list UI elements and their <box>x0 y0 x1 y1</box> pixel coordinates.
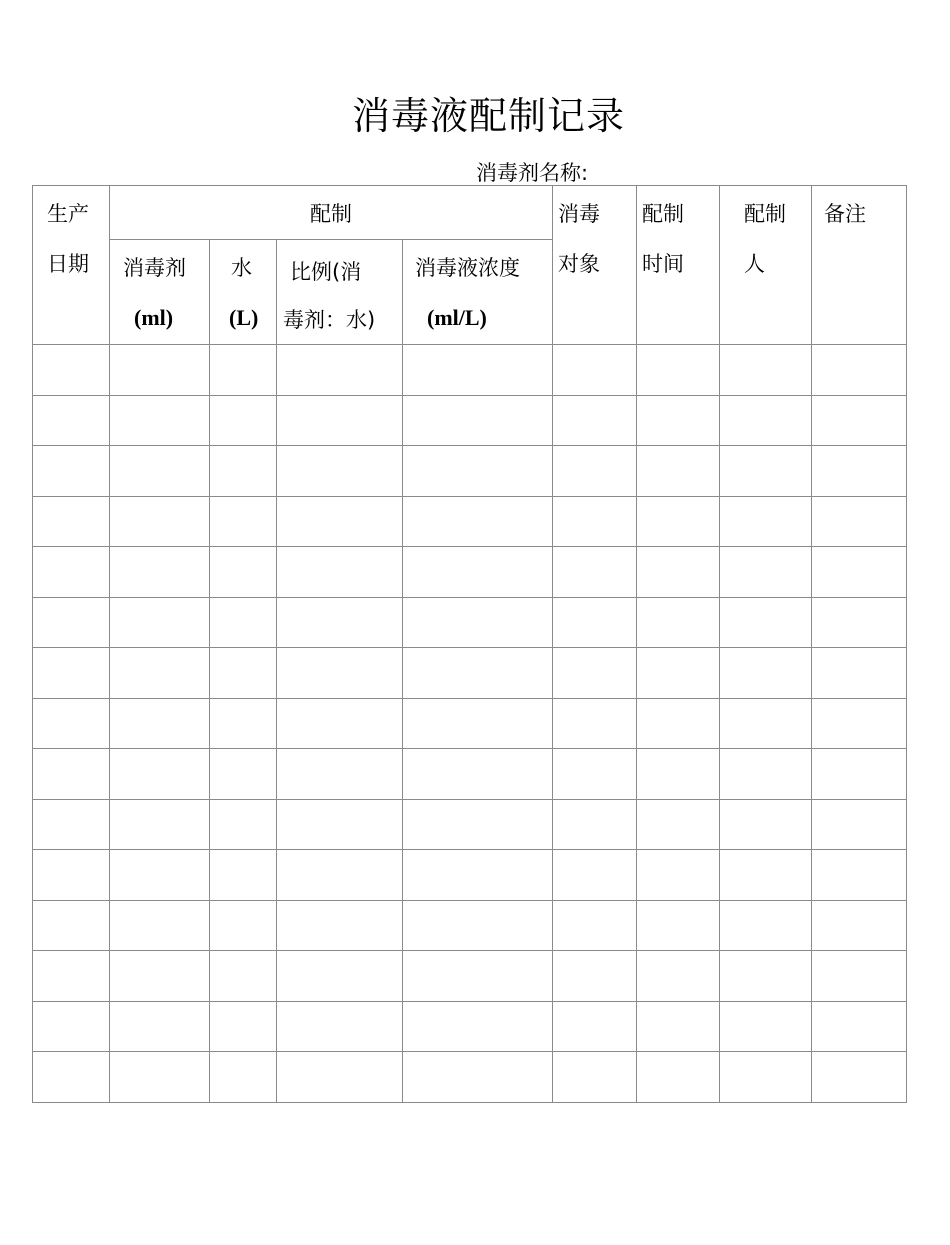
header-row-1 <box>33 186 907 240</box>
table-row <box>33 799 907 850</box>
table-cell[interactable] <box>210 648 277 699</box>
table-cell[interactable] <box>210 1052 277 1103</box>
table-cell[interactable] <box>33 597 110 648</box>
table-cell[interactable] <box>210 749 277 800</box>
table-row <box>33 1001 907 1052</box>
table-cell[interactable] <box>110 698 210 749</box>
table-cell[interactable] <box>553 496 637 547</box>
table-cell[interactable] <box>720 496 812 547</box>
table-cell[interactable] <box>553 648 637 699</box>
header-preparer <box>720 186 812 345</box>
table-cell[interactable] <box>110 446 210 497</box>
table-cell[interactable] <box>277 799 403 850</box>
header-target-line1: 消毒 <box>558 202 600 226</box>
table-cell[interactable] <box>637 799 720 850</box>
table-cell[interactable] <box>553 1052 637 1103</box>
table-cell[interactable] <box>110 597 210 648</box>
table-cell[interactable] <box>403 749 553 800</box>
table-cell[interactable] <box>277 496 403 547</box>
table-cell[interactable] <box>403 395 553 446</box>
header-concentration <box>403 240 553 345</box>
table-cell[interactable] <box>110 547 210 598</box>
table-cell[interactable] <box>110 1052 210 1103</box>
table-cell[interactable] <box>553 395 637 446</box>
header-disinfectant-unit: (ml) <box>134 305 174 330</box>
table-cell[interactable] <box>812 648 907 699</box>
table-cell[interactable] <box>637 648 720 699</box>
table-cell[interactable] <box>403 799 553 850</box>
table-cell[interactable] <box>553 749 637 800</box>
header-water-label: 水 <box>231 256 252 280</box>
table-cell[interactable] <box>812 345 907 396</box>
table-cell[interactable] <box>812 951 907 1002</box>
table-cell[interactable] <box>110 850 210 901</box>
table-cell[interactable] <box>720 1052 812 1103</box>
table-cell[interactable] <box>277 446 403 497</box>
table-cell[interactable] <box>720 850 812 901</box>
header-ratio-line1: 比例(消 <box>290 260 362 284</box>
disinfectant-name-label: 消毒剂名称: <box>476 161 589 185</box>
table-cell[interactable] <box>33 446 110 497</box>
table-cell[interactable] <box>210 395 277 446</box>
table-cell[interactable] <box>277 345 403 396</box>
table-cell[interactable] <box>403 1001 553 1052</box>
table-cell[interactable] <box>33 799 110 850</box>
table-cell[interactable] <box>110 749 210 800</box>
table-cell[interactable] <box>812 446 907 497</box>
table-cell[interactable] <box>403 648 553 699</box>
table-cell[interactable] <box>210 951 277 1002</box>
table-cell[interactable] <box>277 900 403 951</box>
table-cell[interactable] <box>812 900 907 951</box>
table-cell[interactable] <box>637 1001 720 1052</box>
header-disinfectant-ml <box>110 240 210 345</box>
table-cell[interactable] <box>403 547 553 598</box>
table-row <box>33 749 907 800</box>
table-cell[interactable] <box>553 597 637 648</box>
table-cell[interactable] <box>210 446 277 497</box>
table-row <box>33 597 907 648</box>
header-ratio <box>277 240 403 345</box>
table-cell[interactable] <box>277 698 403 749</box>
header-target <box>553 186 637 345</box>
table-cell[interactable] <box>110 496 210 547</box>
header-production-date-line2: 日期 <box>47 252 89 276</box>
table-cell[interactable] <box>110 951 210 1002</box>
table-cell[interactable] <box>110 1001 210 1052</box>
table-cell[interactable] <box>720 597 812 648</box>
table-cell[interactable] <box>637 395 720 446</box>
table-cell[interactable] <box>812 395 907 446</box>
table-cell[interactable] <box>33 749 110 800</box>
table-cell[interactable] <box>210 799 277 850</box>
table-cell[interactable] <box>33 547 110 598</box>
table-cell[interactable] <box>812 1001 907 1052</box>
table-cell[interactable] <box>637 1052 720 1103</box>
table-row <box>33 547 907 598</box>
table-cell[interactable] <box>637 597 720 648</box>
table-row <box>33 900 907 951</box>
table-cell[interactable] <box>33 900 110 951</box>
header-prep-time-line1: 配制 <box>642 202 684 226</box>
table-cell[interactable] <box>33 648 110 699</box>
table-cell[interactable] <box>553 900 637 951</box>
table-cell[interactable] <box>812 749 907 800</box>
header-prep-time <box>637 186 720 345</box>
table-cell[interactable] <box>33 496 110 547</box>
table-cell[interactable] <box>720 395 812 446</box>
table-cell[interactable] <box>277 850 403 901</box>
table-cell[interactable] <box>637 951 720 1002</box>
header-preparer-line1: 配制 <box>744 202 786 226</box>
header-disinfectant-label: 消毒剂 <box>123 256 186 280</box>
table-cell[interactable] <box>403 597 553 648</box>
header-preparer-line2: 人 <box>744 252 765 276</box>
page-title: 消毒液配制记录 <box>351 94 625 138</box>
header-ratio-line2: 毒剂：水) <box>283 308 376 332</box>
table-cell[interactable] <box>720 698 812 749</box>
table-cell[interactable] <box>33 1001 110 1052</box>
table-cell[interactable] <box>637 749 720 800</box>
table-cell[interactable] <box>637 698 720 749</box>
table-cell[interactable] <box>637 900 720 951</box>
header-prep-time-line2: 时间 <box>642 252 684 276</box>
table-cell[interactable] <box>277 597 403 648</box>
table-row <box>33 951 907 1002</box>
table-cell[interactable] <box>812 547 907 598</box>
table-cell[interactable] <box>553 951 637 1002</box>
table-cell[interactable] <box>637 446 720 497</box>
table-cell[interactable] <box>33 1052 110 1103</box>
table-cell[interactable] <box>637 547 720 598</box>
table-cell[interactable] <box>210 345 277 396</box>
table-cell[interactable] <box>812 496 907 547</box>
table-cell[interactable] <box>720 799 812 850</box>
header-concentration-unit: (ml/L) <box>427 305 487 330</box>
table-cell[interactable] <box>403 496 553 547</box>
table-cell[interactable] <box>812 597 907 648</box>
header-preparation <box>110 186 553 240</box>
table-row <box>33 496 907 547</box>
table-cell[interactable] <box>812 799 907 850</box>
table-cell[interactable] <box>33 850 110 901</box>
table-cell[interactable] <box>33 951 110 1002</box>
table-cell[interactable] <box>210 597 277 648</box>
table-row <box>33 850 907 901</box>
table-cell[interactable] <box>277 648 403 699</box>
table-cell[interactable] <box>403 951 553 1002</box>
table-cell[interactable] <box>33 345 110 396</box>
header-water-l <box>210 240 277 345</box>
table-cell[interactable] <box>812 850 907 901</box>
table-cell[interactable] <box>110 900 210 951</box>
header-preparation-label: 配制 <box>310 202 352 226</box>
table-cell[interactable] <box>210 698 277 749</box>
record-table <box>32 185 907 1103</box>
table-cell[interactable] <box>277 395 403 446</box>
table-cell[interactable] <box>553 799 637 850</box>
table-cell[interactable] <box>33 395 110 446</box>
table-row <box>33 648 907 699</box>
table-cell[interactable] <box>110 395 210 446</box>
table-cell[interactable] <box>277 547 403 598</box>
table-cell[interactable] <box>210 850 277 901</box>
table-cell[interactable] <box>277 951 403 1002</box>
table-cell[interactable] <box>110 345 210 396</box>
table-cell[interactable] <box>720 345 812 396</box>
header-production-date <box>33 186 110 345</box>
table-cell[interactable] <box>277 1001 403 1052</box>
table-cell[interactable] <box>403 1052 553 1103</box>
table-cell[interactable] <box>277 749 403 800</box>
header-remarks-label: 备注 <box>824 202 866 226</box>
header-production-date-line1: 生产 <box>47 202 89 226</box>
header-remarks <box>812 186 907 345</box>
table-cell[interactable] <box>210 547 277 598</box>
table-cell[interactable] <box>403 900 553 951</box>
table-cell[interactable] <box>210 496 277 547</box>
table-row <box>33 345 907 396</box>
table-cell[interactable] <box>553 1001 637 1052</box>
table-cell[interactable] <box>637 850 720 901</box>
header-target-line2: 对象 <box>558 252 600 276</box>
table-cell[interactable] <box>720 648 812 699</box>
header-concentration-label: 消毒液浓度 <box>415 256 520 280</box>
table-cell[interactable] <box>812 1052 907 1103</box>
table-row <box>33 698 907 749</box>
table-cell[interactable] <box>720 446 812 497</box>
table-cell[interactable] <box>277 1052 403 1103</box>
table-cell[interactable] <box>210 900 277 951</box>
table-cell[interactable] <box>637 496 720 547</box>
table-cell[interactable] <box>720 547 812 598</box>
table-cell[interactable] <box>403 446 553 497</box>
table-cell[interactable] <box>720 749 812 800</box>
table-cell[interactable] <box>637 345 720 396</box>
table-cell[interactable] <box>110 648 210 699</box>
table-row <box>33 446 907 497</box>
header-water-unit: (L) <box>229 305 259 330</box>
table-row <box>33 395 907 446</box>
table-cell[interactable] <box>210 1001 277 1052</box>
table-cell[interactable] <box>553 446 637 497</box>
table-cell[interactable] <box>553 547 637 598</box>
table-cell[interactable] <box>720 1001 812 1052</box>
table-cell[interactable] <box>553 345 637 396</box>
table-cell[interactable] <box>720 951 812 1002</box>
table-cell[interactable] <box>110 799 210 850</box>
table-cell[interactable] <box>403 345 553 396</box>
table-cell[interactable] <box>403 698 553 749</box>
table-row <box>33 1052 907 1103</box>
table-cell[interactable] <box>403 850 553 901</box>
table-cell[interactable] <box>33 698 110 749</box>
table-cell[interactable] <box>553 698 637 749</box>
table-cell[interactable] <box>720 900 812 951</box>
table-cell[interactable] <box>553 850 637 901</box>
table-cell[interactable] <box>812 698 907 749</box>
